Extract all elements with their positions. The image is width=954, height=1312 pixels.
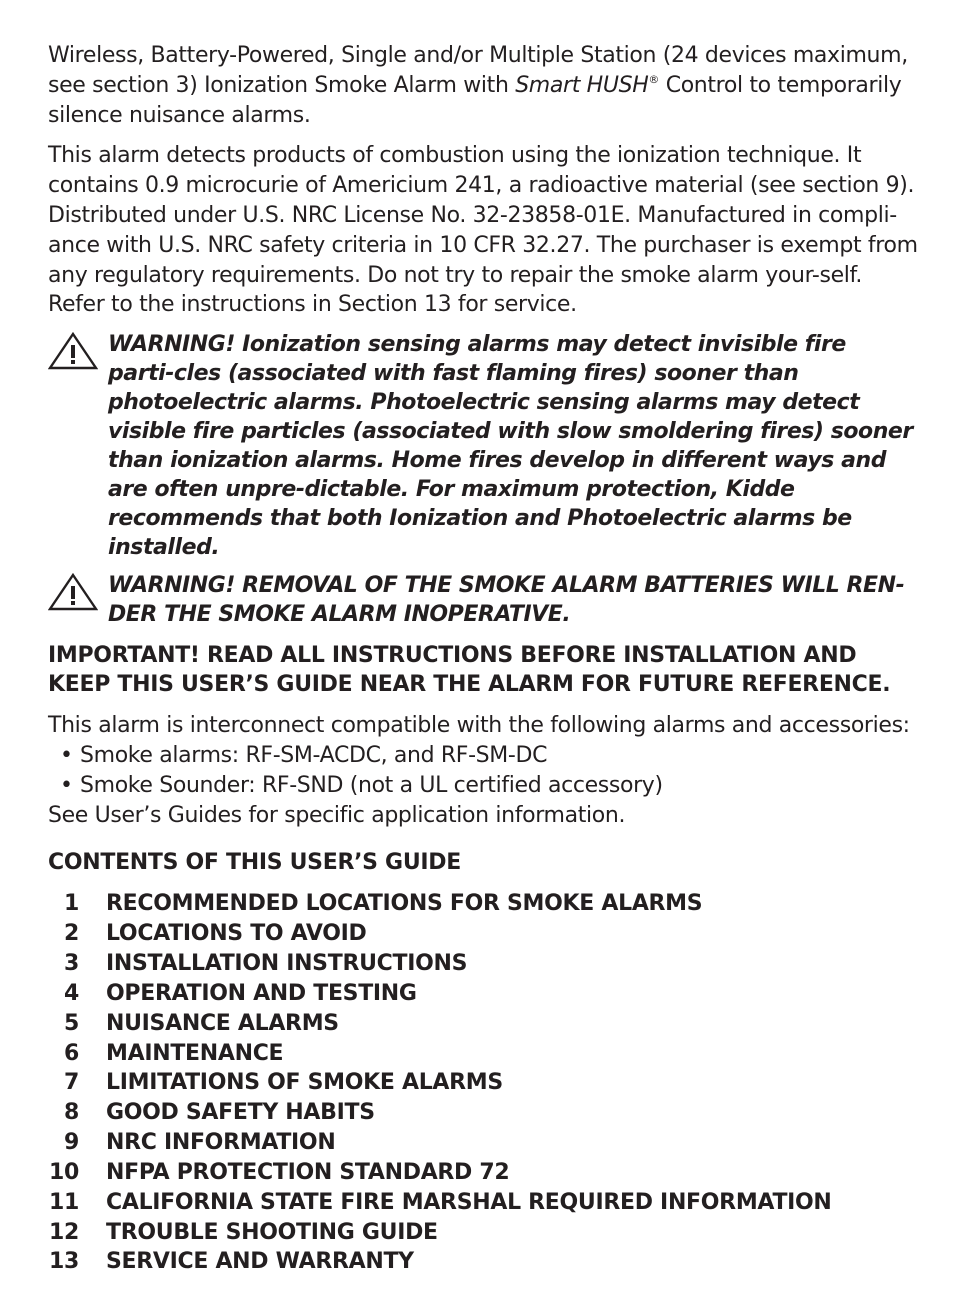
toc-entry-label: LIMITATIONS OF SMOKE ALARMS xyxy=(106,1070,503,1096)
toc-entry xyxy=(48,1158,918,1188)
toc-entry-label: MAINTENANCE xyxy=(106,1040,284,1066)
warning-block-ionization xyxy=(48,330,918,562)
toc-entry-label: CALIFORNIA STATE FIRE MARSHAL REQUIRED INFORMATION xyxy=(106,1189,832,1215)
intro-text-start: Wireless, Battery-Powered, Single and/or Multiple Station (24 devices maximum, see section 3) Ionization Smoke Alarm with xyxy=(48,43,908,98)
bullet: • xyxy=(60,742,73,768)
toc-entry-number: 12 xyxy=(48,1219,79,1245)
text-column xyxy=(48,41,918,1277)
toc-entry-number: 9 xyxy=(63,1130,79,1156)
bullet: • xyxy=(60,772,73,798)
toc-entry xyxy=(48,1098,918,1128)
toc-entry xyxy=(48,1128,918,1158)
toc-entry xyxy=(48,1188,918,1218)
contents-heading: CONTENTS OF THIS USER’S GUIDE xyxy=(48,850,461,876)
toc-entry-label: NUISANCE ALARMS xyxy=(106,1010,339,1036)
toc-entry-number: 6 xyxy=(63,1040,79,1066)
warning-triangle-icon xyxy=(48,571,108,615)
toc-entry xyxy=(48,949,918,979)
toc-entry xyxy=(48,1039,918,1069)
toc-entry-label: RECOMMENDED LOCATIONS FOR SMOKE ALARMS xyxy=(106,891,703,917)
toc-entry-number: 10 xyxy=(48,1159,79,1185)
toc-entry xyxy=(48,1068,918,1098)
warning-block-batteries xyxy=(48,571,918,629)
compat-tail: See User’s Guides for specific application information. xyxy=(48,802,626,828)
compat-list xyxy=(48,741,918,801)
toc-entry xyxy=(48,1009,918,1039)
radioactive-notice-paragraph: This alarm detects products of combustion using the ionization technique. It contains 0.9 microcurie of Americium 241, a radioactive material (see section 9). Distributed under U.S. NRC License No. 32-23858-01E. Manufactured in compli-ance with U.S. NRC safety criteria in 10 CFR 32.27. The purchaser is exempt from any regulatory requirements. Do not try to repair the smoke alarm your-self. Refer to the instructions in Section 13 for service. xyxy=(48,143,918,318)
toc-entry-label: OPERATION AND TESTING xyxy=(106,980,417,1006)
toc-entry-number: 11 xyxy=(48,1189,79,1215)
intro-paragraph xyxy=(48,41,918,130)
toc-entry-number: 1 xyxy=(63,891,79,917)
warning-triangle-icon xyxy=(48,330,108,374)
toc-entry xyxy=(48,979,918,1009)
toc-entry xyxy=(48,1218,918,1248)
important-notice: IMPORTANT! READ ALL INSTRUCTIONS BEFORE INSTALLATION AND KEEP THIS USER’S GUIDE NEAR THE ALARM FOR FUTURE REFERENCE. xyxy=(48,643,891,698)
toc-entry-number: 8 xyxy=(63,1100,79,1126)
toc-entry-number: 5 xyxy=(63,1010,79,1036)
toc-entry-number: 7 xyxy=(63,1070,79,1096)
toc-entry-label: NRC INFORMATION xyxy=(106,1130,336,1156)
toc-entry-number: 13 xyxy=(48,1249,79,1275)
warning-text: WARNING! REMOVAL OF THE SMOKE ALARM BATTERIES WILL REN-DER THE SMOKE ALARM INOPERATIVE. xyxy=(108,573,905,628)
toc-entry-label: LOCATIONS TO AVOID xyxy=(106,921,367,947)
list-item xyxy=(48,771,918,801)
toc-entry xyxy=(48,919,918,949)
toc-entry-number: 2 xyxy=(63,921,79,947)
toc-entry-number: 3 xyxy=(63,951,79,977)
toc-entry-label: INSTALLATION INSTRUCTIONS xyxy=(106,951,468,977)
toc-entry-number: 4 xyxy=(63,980,79,1006)
toc-entry-label: NFPA PROTECTION STANDARD 72 xyxy=(106,1159,510,1185)
table-of-contents xyxy=(48,889,918,1277)
brand-name: Smart HUSH xyxy=(515,72,649,98)
list-item-text: Smoke alarms: RF-SM-ACDC, and RF-SM-DC xyxy=(80,742,548,768)
registered-mark: ® xyxy=(648,72,660,86)
intro-text-end: Control to temporarily silence nuisance alarms. xyxy=(48,72,902,128)
list-item-text: Smoke Sounder: RF-SND (not a UL certified accessory) xyxy=(80,772,663,798)
toc-entry xyxy=(48,889,918,919)
toc-entry xyxy=(48,1247,918,1277)
toc-entry-label: TROUBLE SHOOTING GUIDE xyxy=(106,1219,438,1245)
warning-text: WARNING! Ionization sensing alarms may detect invisible fire parti-cles (associated with fast flaming fires) sooner than photoelectric alarms. Photoelectric sensing alarms may detect visible fire particles (associated with slow smoldering fires) sooner than ionization alarms. Home fires develop in different ways and are often unpre-dictable. For maximum protection, Kidde recommends that both Ionization and Photoelectric alarms be installed. xyxy=(108,332,913,561)
list-item xyxy=(48,741,918,771)
compat-lead: This alarm is interconnect compatible with the following alarms and accessories: xyxy=(48,713,910,739)
toc-entry-label: SERVICE AND WARRANTY xyxy=(106,1249,414,1275)
toc-entry-label: GOOD SAFETY HABITS xyxy=(106,1100,375,1126)
